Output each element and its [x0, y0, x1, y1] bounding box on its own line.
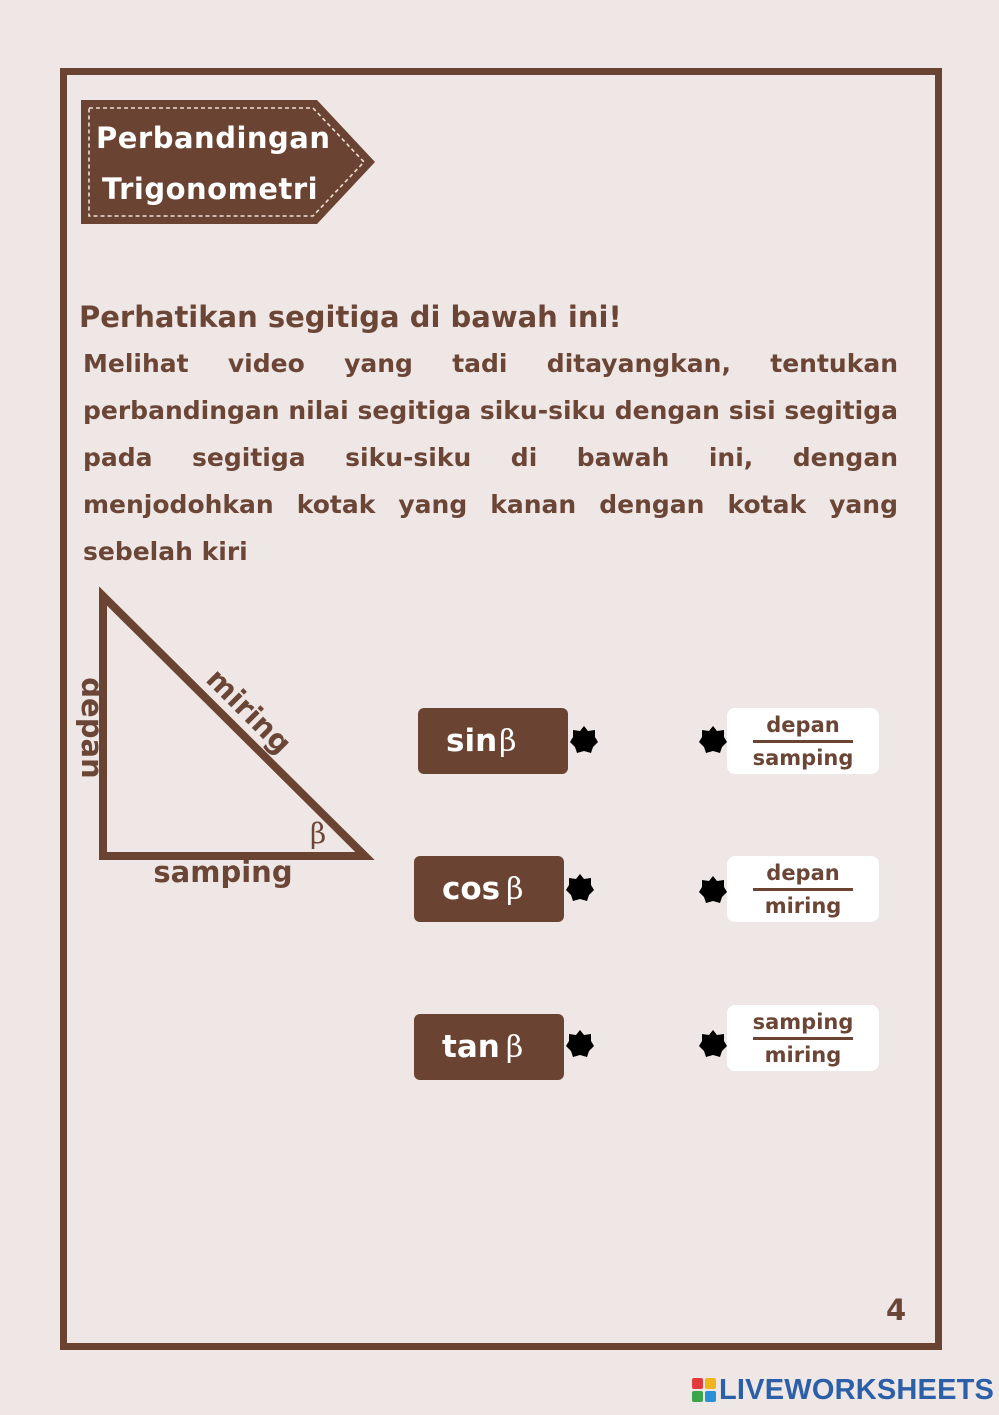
- cos-beta-box[interactable]: [414, 856, 564, 922]
- cos-label: cos: [442, 871, 501, 907]
- connector-dot-tan[interactable]: [565, 1028, 595, 1058]
- instruction-text: Melihat video yang tadi ditayangkan, tentukan perbandingan nilai segitiga siku-siku dengan sisi segitiga pada segitiga siku-siku di bawah ini, dengan menjodohkan kotak yang kanan dengan kotak yang sebelah kiri: [83, 349, 898, 566]
- fraction-numerator: depan: [766, 712, 840, 737]
- fraction-denominator: miring: [764, 1042, 842, 1067]
- tan-beta: β: [505, 1029, 524, 1065]
- connector-dot-ratio-2[interactable]: [698, 874, 728, 904]
- connector-dot-cos[interactable]: [565, 872, 595, 902]
- fraction-numerator: depan: [766, 860, 840, 885]
- fraction-denominator: samping: [752, 745, 854, 770]
- fraction: [753, 712, 854, 771]
- ratio-box-depan-samping[interactable]: [727, 708, 879, 774]
- cos-beta: β: [506, 871, 524, 907]
- tan-label: tan: [442, 1029, 500, 1065]
- watermark-text: LIVEWORKSHEETS: [719, 1373, 995, 1406]
- fraction: [747, 1009, 860, 1068]
- sin-beta: β: [499, 723, 517, 759]
- right-triangle-diagram: [60, 580, 390, 910]
- fraction-denominator: miring: [764, 893, 842, 918]
- liveworksheets-logo-icon: [692, 1378, 716, 1402]
- connector-dot-sin[interactable]: [569, 724, 599, 754]
- ratio-box-depan-miring[interactable]: [727, 856, 879, 922]
- title-line-2: Trigonometri: [102, 172, 319, 206]
- connector-dot-ratio-1[interactable]: [698, 724, 728, 754]
- label-depan: depan: [75, 677, 109, 779]
- tan-beta-box[interactable]: [414, 1014, 564, 1080]
- sin-label: sin: [446, 723, 498, 759]
- fraction-numerator: samping: [752, 1009, 854, 1034]
- page-number: 4: [886, 1293, 907, 1327]
- title-text: [96, 113, 336, 215]
- connector-dot-ratio-3[interactable]: [698, 1028, 728, 1058]
- ratio-box-samping-miring[interactable]: [727, 1005, 879, 1071]
- fraction: [753, 860, 853, 919]
- title-line-1: Perbandingan: [96, 121, 331, 155]
- sin-beta-box[interactable]: [418, 708, 568, 774]
- label-angle-beta: β: [310, 817, 327, 850]
- subtitle: Perhatikan segitiga di bawah ini!: [79, 300, 622, 334]
- liveworksheets-watermark: [692, 1373, 994, 1407]
- label-miring: miring: [199, 661, 299, 761]
- label-samping: samping: [153, 855, 293, 889]
